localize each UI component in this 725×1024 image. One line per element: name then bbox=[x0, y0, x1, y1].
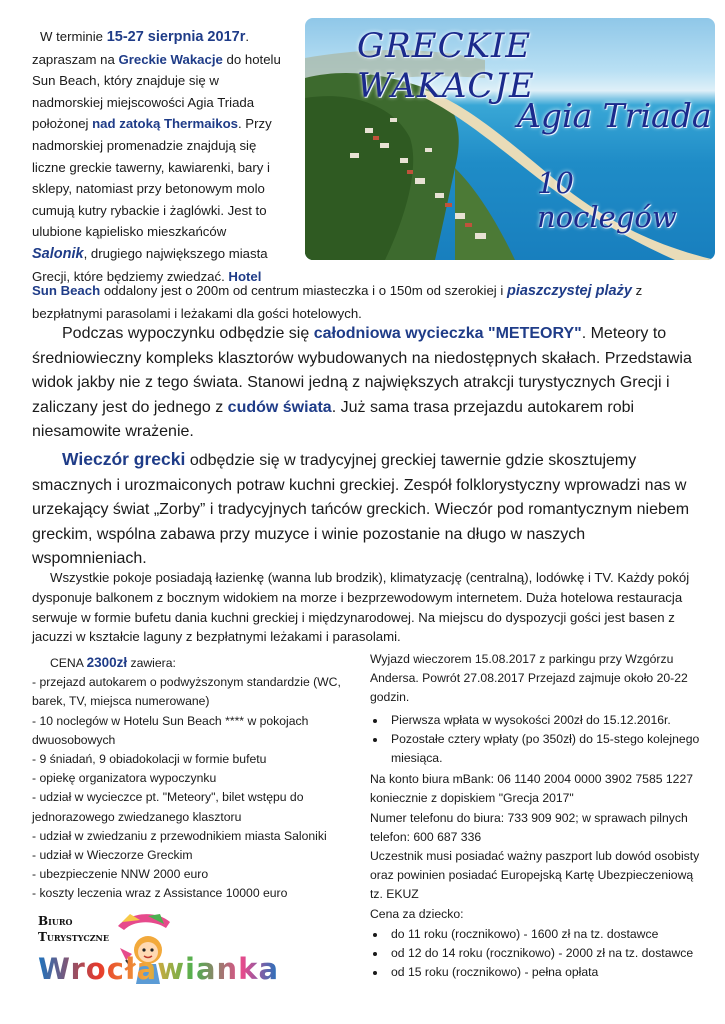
intro-text: . zapraszam na bbox=[32, 29, 250, 67]
meteory-text: . Meteory to średniowieczny kompleks klasztorów wybudowanych na niedostępnych skałach. Przedstawia widok jakby nie z tego świata. Stanowi jedną z największych atrakcji turystycznych Grecji i zaliczany jest do jednego z bbox=[32, 325, 692, 416]
list-item: - 10 noclegów w Hotelu Sun Beach **** w pokojach dwuosobowych bbox=[32, 713, 309, 747]
trip-name: Greckie Wakacje bbox=[118, 51, 223, 67]
price-section bbox=[32, 653, 362, 904]
intro-text: z bezpłatnymi parasolami i leżakami dla gości hotelowych. bbox=[32, 283, 643, 321]
list-item: - przejazd autokarem o podwyższonym standardzie (WC, barek, TV, miejsca numerowane) bbox=[32, 675, 341, 709]
price-label: CENA bbox=[50, 656, 87, 670]
list-item: • Pierwsza wpłata w wysokości 200zł do 15.12.2016r. bbox=[387, 711, 705, 730]
hotel-name: Sun Beach bbox=[32, 283, 101, 298]
hero-nights: 10 noclegów bbox=[537, 166, 677, 234]
beach-highlight: piaszczystej plaży bbox=[506, 283, 632, 299]
company-logo bbox=[30, 908, 280, 993]
intro-text: W terminie bbox=[40, 29, 107, 44]
phone-info: Numer telefonu do biura: 733 909 902; w sprawach pilnych telefon: 600 687 336 bbox=[370, 810, 688, 844]
hotel-name: Hotel bbox=[228, 268, 262, 284]
travel-info-section bbox=[370, 650, 705, 982]
rooms-text: Wszystkie pokoje posiadają łazienkę (wanna lub brodzik), klimatyzację (centralną), lodówkę i TV. Każdy pokój dysponuje balkonem z bocznym widokiem na morze i bezprzewodowym internetem. Duża hotelowa restauracja serwuje w formie bufetu dania kuchni greckiej i międzynarodowej. Na miejscu do dyspozycji gości jest basen z jacuzzi w kształcie laguny z bezpłatnymi leżakami i parasolami. bbox=[32, 570, 690, 645]
evening-name: Wieczór grecki bbox=[62, 449, 186, 469]
hero-title: GRECKIE WAKACJE bbox=[357, 26, 535, 106]
logo-name: Wrocławianka bbox=[38, 952, 280, 986]
bank-account-info: Na konto biura mBank: 06 1140 2004 0000 3902 7585 1227 koniecznie z dopiskiem "Grecja 2017" bbox=[370, 772, 693, 806]
hero-place: Agia Triada bbox=[517, 96, 712, 135]
payment-list bbox=[370, 711, 705, 769]
passport-info: Uczestnik musi posiadać ważny paszport lub dowód osobisty oraz powinien posiadać Europejską Kartę Ubezpieczeniową tz. EKUZ bbox=[370, 849, 700, 902]
list-item: • do 11 roku (rocznikowo) - 1600 zł na tz. dostawce bbox=[387, 925, 705, 944]
price-suffix: zawiera: bbox=[127, 656, 176, 670]
price-includes-list bbox=[32, 673, 362, 903]
intro-text: do hotelu Sun Beach, który znajduje się w nadmorskiej miejscowości Agia Triada położonej bbox=[32, 51, 281, 132]
meteory-text: Podczas wypoczynku odbędzie się bbox=[62, 325, 314, 342]
child-price-heading: Cena za dziecko: bbox=[370, 906, 464, 921]
bay-name: nad zatoką Thermaikos bbox=[92, 116, 238, 132]
intro-continuation bbox=[32, 280, 662, 324]
intro-text: . Przy nadmorskiej promenadzie znajdują się liczne greckie tawerny, kawiarenki, bary i sklepy, natomiast przy betonowym molo cumują kutry rybackie i żaglówki. Jest to ulubione kąpielisko mieszkańców bbox=[32, 116, 272, 240]
price-value: 2300zł bbox=[86, 655, 128, 670]
child-price-list bbox=[370, 925, 705, 983]
evening-paragraph bbox=[32, 447, 697, 572]
trip-dates: 15-27 sierpnia 2017r bbox=[106, 29, 246, 45]
list-item: • od 15 roku (rocznikowo) - pełna opłata bbox=[387, 963, 705, 982]
list-item: - ubezpieczenie NNW 2000 euro bbox=[32, 867, 209, 882]
list-item: • Pozostałe cztery wpłaty (po 350zł) do 15-stego kolejnego miesiąca. bbox=[387, 730, 705, 768]
list-item: - opiekę organizatora wypoczynku bbox=[32, 771, 217, 786]
intro-text: oddalony jest o 200m od centrum miasteczka i o 150m od szerokiej i bbox=[100, 283, 507, 298]
list-item: - 9 śniadań, 9 obiadokolacji w formie bufetu bbox=[32, 752, 267, 767]
evening-text: odbędzie się w tradycyjnej greckiej tawernie gdzie skosztujemy smacznych i urozmaiconych potraw kuchni greckiej. Zespół folklorystyczny wprowadzi nas w urzekający świat „Zorby” i tradycyjnych tańców greckich. Wieczór pod romantycznym niebem greckim, wspólna zabawa przy muzyce i winie pozostanie na długo w naszych wspomnieniach. bbox=[32, 452, 690, 567]
list-item: - koszty leczenia wraz z Assistance 10000 euro bbox=[32, 886, 288, 901]
logo-line1: Biuro bbox=[38, 914, 73, 928]
meteory-text: . Już sama trasa przejazdu autokarem robi niesamowite wrażenie. bbox=[32, 398, 635, 440]
departure-info: Wyjazd wieczorem 15.08.2017 z parkingu przy Wzgórzu Andersa. Powrót 27.08.2017 Przejazd zajmuje około 20-22 godzin. bbox=[370, 652, 688, 705]
wonders-highlight: cudów świata bbox=[227, 398, 332, 416]
list-item: - udział w zwiedzaniu z przewodnikiem miasta Saloniki bbox=[32, 828, 327, 843]
list-item: • od 12 do 14 roku (rocznikowo) - 2000 zł na tz. dostawce bbox=[387, 944, 705, 963]
price-heading bbox=[32, 653, 362, 673]
intro-text: , drugiego największego miasta Grecji, które będziemy zwiedzać. bbox=[32, 245, 268, 284]
logo-line2: Turystyczne bbox=[38, 930, 109, 944]
city-name: Salonik bbox=[32, 245, 84, 262]
meteory-paragraph bbox=[32, 322, 697, 445]
hero-image bbox=[305, 18, 715, 260]
excursion-name: całodniowa wycieczka "METEORY" bbox=[313, 325, 582, 342]
list-item: - udział w Wieczorze Greckim bbox=[32, 848, 193, 863]
intro-paragraph bbox=[32, 26, 284, 287]
list-item: - udział w wycieczce pt. "Meteory", bilet wstępu do jednorazowego zwiedzanego klasztoru bbox=[32, 790, 304, 824]
rooms-paragraph bbox=[32, 568, 697, 647]
